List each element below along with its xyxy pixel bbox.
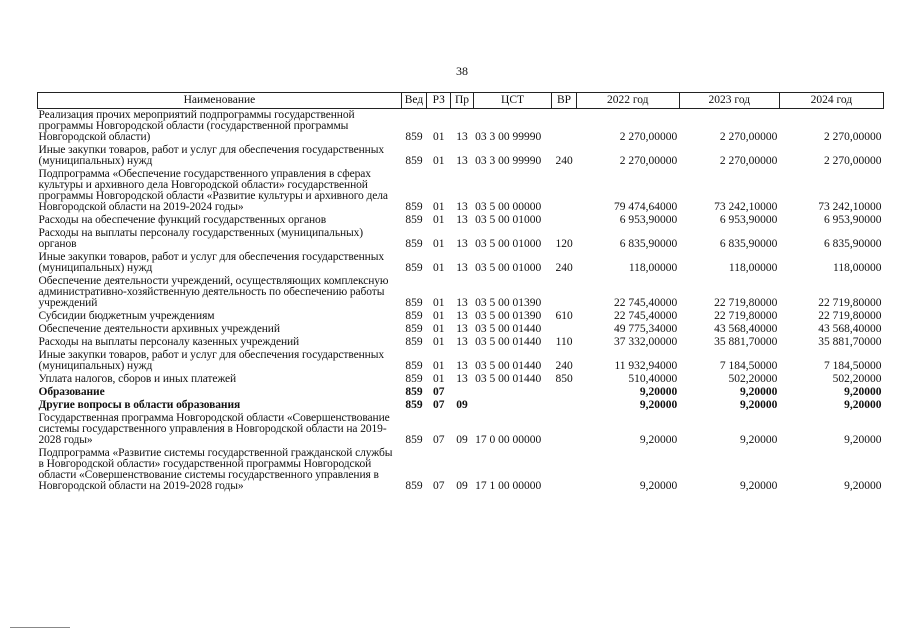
row-amount-2022: 11 932,94000 bbox=[614, 360, 678, 372]
row-cst bbox=[473, 386, 552, 399]
row-cst: 03 5 00 01000 bbox=[475, 262, 542, 274]
row-amount-2022: 49 775,34000 bbox=[614, 323, 678, 335]
row-cst: 17 0 00 00000 bbox=[475, 434, 542, 446]
row-ved: 859 bbox=[405, 238, 423, 250]
footer-divider bbox=[10, 627, 70, 628]
row-vr: 240 bbox=[555, 262, 573, 274]
row-vr bbox=[552, 109, 576, 145]
row-amount-2024: 2 270,00000 bbox=[824, 131, 882, 143]
header-name: Наименование bbox=[38, 93, 402, 109]
row-rz: 01 bbox=[433, 214, 445, 226]
row-name: Расходы на обеспечение функций государственных органов bbox=[38, 214, 327, 226]
row-amount-2024: 2 270,00000 bbox=[824, 155, 882, 167]
table-row bbox=[38, 447, 884, 493]
row-rz: 01 bbox=[433, 323, 445, 335]
row-amount-2023: 22 719,80000 bbox=[714, 297, 778, 309]
row-amount-2023: 22 719,80000 bbox=[714, 310, 778, 322]
budget-table bbox=[37, 92, 884, 493]
row-amount-2023: 2 270,00000 bbox=[719, 155, 778, 167]
row-cst: 03 5 00 01440 bbox=[475, 323, 542, 335]
row-vr bbox=[552, 214, 576, 227]
row-name: Другие вопросы в области образования bbox=[38, 399, 241, 411]
row-cst: 03 5 00 01000 bbox=[475, 238, 542, 250]
row-ved: 859 bbox=[405, 155, 423, 167]
row-amount-2022: 22 745,40000 bbox=[614, 297, 678, 309]
table-row bbox=[38, 214, 884, 227]
row-ved: 859 bbox=[405, 360, 423, 372]
table-header-row bbox=[38, 93, 884, 109]
table-row bbox=[38, 109, 884, 145]
table-row bbox=[38, 168, 884, 214]
header-cst: ЦСТ bbox=[473, 93, 552, 109]
table-body bbox=[38, 109, 884, 494]
row-rz: 01 bbox=[433, 373, 445, 385]
row-vr bbox=[552, 412, 576, 447]
row-amount-2024: 9,20000 bbox=[844, 386, 882, 398]
row-amount-2023: 73 242,10000 bbox=[714, 201, 778, 213]
row-amount-2022: 6 835,90000 bbox=[619, 238, 678, 250]
row-pr: 09 bbox=[456, 434, 468, 446]
row-pr: 13 bbox=[456, 310, 468, 322]
row-amount-2022: 2 270,00000 bbox=[619, 131, 678, 143]
row-amount-2022: 6 953,90000 bbox=[619, 214, 678, 226]
row-amount-2022: 9,20000 bbox=[639, 399, 678, 411]
row-amount-2023: 6 953,90000 bbox=[719, 214, 778, 226]
row-amount-2024: 9,20000 bbox=[844, 480, 882, 492]
row-cst: 03 5 00 01390 bbox=[475, 297, 542, 309]
row-vr bbox=[552, 399, 576, 412]
table-row bbox=[38, 310, 884, 323]
table-row bbox=[38, 412, 884, 447]
row-amount-2022: 9,20000 bbox=[639, 434, 678, 446]
row-cst bbox=[473, 399, 552, 412]
row-amount-2023: 9,20000 bbox=[739, 434, 778, 446]
row-amount-2024: 9,20000 bbox=[844, 434, 882, 446]
row-rz: 01 bbox=[433, 262, 445, 274]
row-name: Расходы на выплаты персоналу казенных учреждений bbox=[38, 336, 300, 348]
row-amount-2022: 9,20000 bbox=[639, 386, 678, 398]
row-vr bbox=[552, 386, 576, 399]
row-vr: 240 bbox=[555, 360, 573, 372]
table-row bbox=[38, 251, 884, 275]
page-number: 38 bbox=[456, 64, 468, 78]
row-amount-2024: 9,20000 bbox=[844, 399, 882, 411]
row-ved: 859 bbox=[405, 373, 423, 385]
row-amount-2024: 43 568,40000 bbox=[818, 323, 882, 335]
row-amount-2024: 6 835,90000 bbox=[824, 238, 882, 250]
row-name: Подпрограмма «Обеспечение государственного управления в сферах культуры и архивного дела Новгородской области» государственной программы Новгородской области «Развитие культуры и архивного дела Новгородской области на 2019-2024 годы» bbox=[38, 168, 388, 213]
row-ved: 859 bbox=[405, 399, 423, 411]
row-name: Образование bbox=[38, 386, 105, 398]
row-pr: 13 bbox=[456, 297, 468, 309]
row-pr: 13 bbox=[456, 336, 468, 348]
row-name: Обеспечение деятельности учреждений, осуществляющих комплексную административно-хозяйственную деятельность по обеспечению работы учреждений bbox=[38, 275, 389, 309]
row-amount-2022: 118,00000 bbox=[628, 262, 678, 274]
row-pr: 13 bbox=[456, 155, 468, 167]
row-pr: 13 bbox=[456, 373, 468, 385]
row-rz: 07 bbox=[433, 480, 445, 492]
row-amount-2023: 502,20000 bbox=[728, 373, 778, 385]
table-row bbox=[38, 373, 884, 386]
row-amount-2022: 2 270,00000 bbox=[619, 155, 678, 167]
row-ved: 859 bbox=[405, 323, 423, 335]
row-amount-2024: 6 953,90000 bbox=[824, 214, 882, 226]
row-amount-2024: 35 881,70000 bbox=[818, 336, 882, 348]
table-row bbox=[38, 323, 884, 336]
row-pr: 13 bbox=[456, 214, 468, 226]
table-row bbox=[38, 275, 884, 310]
row-vr bbox=[552, 323, 576, 336]
header-2022: 2022 год bbox=[576, 93, 679, 109]
row-rz: 01 bbox=[433, 310, 445, 322]
row-cst: 03 3 00 99990 bbox=[475, 155, 542, 167]
row-amount-2022: 79 474,64000 bbox=[614, 201, 678, 213]
row-amount-2023: 7 184,50000 bbox=[719, 360, 778, 372]
row-vr: 610 bbox=[555, 310, 573, 322]
row-amount-2024: 502,20000 bbox=[832, 373, 882, 385]
row-pr: 13 bbox=[456, 262, 468, 274]
row-ved: 859 bbox=[405, 336, 423, 348]
header-ved: Вед bbox=[401, 93, 426, 109]
row-amount-2024: 118,00000 bbox=[833, 262, 882, 274]
row-rz: 07 bbox=[433, 434, 445, 446]
row-ved: 859 bbox=[405, 386, 423, 398]
row-amount-2022: 510,40000 bbox=[628, 373, 678, 385]
row-amount-2024: 73 242,10000 bbox=[818, 201, 882, 213]
row-amount-2024: 22 719,80000 bbox=[818, 310, 882, 322]
row-amount-2022: 37 332,00000 bbox=[614, 336, 678, 348]
row-pr: 13 bbox=[456, 201, 468, 213]
row-amount-2023: 43 568,40000 bbox=[714, 323, 778, 335]
row-amount-2023: 118,00000 bbox=[728, 262, 778, 274]
row-vr: 110 bbox=[555, 336, 573, 348]
row-ved: 859 bbox=[405, 262, 423, 274]
row-ved: 859 bbox=[405, 434, 423, 446]
row-rz: 07 bbox=[433, 386, 445, 398]
header-2023: 2023 год bbox=[679, 93, 779, 109]
table-row bbox=[38, 336, 884, 349]
row-cst: 03 5 00 00000 bbox=[475, 201, 542, 213]
row-rz: 01 bbox=[433, 238, 445, 250]
row-pr: 13 bbox=[456, 131, 468, 143]
row-amount-2023: 9,20000 bbox=[739, 399, 778, 411]
row-amount-2023: 2 270,00000 bbox=[719, 131, 778, 143]
row-rz: 01 bbox=[433, 336, 445, 348]
row-ved: 859 bbox=[405, 310, 423, 322]
row-pr: 13 bbox=[456, 238, 468, 250]
row-rz: 01 bbox=[433, 155, 445, 167]
row-amount-2022: 22 745,40000 bbox=[614, 310, 678, 322]
row-rz: 07 bbox=[433, 399, 445, 411]
row-name: Субсидии бюджетным учреждениям bbox=[38, 310, 215, 322]
table-row bbox=[38, 399, 884, 412]
header-rz: РЗ bbox=[427, 93, 451, 109]
row-name: Расходы на выплаты персоналу государственных (муниципальных) органов bbox=[38, 227, 364, 250]
row-rz: 01 bbox=[433, 131, 445, 143]
row-amount-2024: 7 184,50000 bbox=[824, 360, 882, 372]
row-amount-2023: 6 835,90000 bbox=[719, 238, 778, 250]
table-row bbox=[38, 386, 884, 399]
row-cst: 03 5 00 01390 bbox=[475, 310, 542, 322]
row-vr: 240 bbox=[555, 155, 573, 167]
table-row bbox=[38, 349, 884, 373]
row-amount-2024: 22 719,80000 bbox=[818, 297, 882, 309]
header-pr: Пр bbox=[451, 93, 473, 109]
row-ved: 859 bbox=[405, 480, 423, 492]
row-vr bbox=[552, 275, 576, 310]
row-pr: 09 bbox=[456, 399, 468, 411]
row-cst: 03 3 00 99990 bbox=[475, 131, 542, 143]
row-amount-2022: 9,20000 bbox=[639, 480, 678, 492]
row-name: Подпрограмма «Развитие системы государственной гражданской службы в Новгородской области» государственной программы Новгородской области «Совершенствование системы государственного управления в Новгородской области на 2019-2028 годы» bbox=[38, 447, 393, 492]
row-ved: 859 bbox=[405, 214, 423, 226]
row-cst: 03 5 00 01000 bbox=[475, 214, 542, 226]
row-cst: 03 5 00 01440 bbox=[475, 360, 542, 372]
row-name: Иные закупки товаров, работ и услуг для обеспечения государственных (муниципальных) нужд bbox=[38, 144, 384, 167]
row-ved: 859 bbox=[405, 297, 423, 309]
table-row bbox=[38, 227, 884, 251]
row-cst: 03 5 00 01440 bbox=[475, 373, 542, 385]
row-ved: 859 bbox=[405, 131, 423, 143]
row-name: Иные закупки товаров, работ и услуг для обеспечения государственных (муниципальных) нужд bbox=[38, 349, 384, 372]
row-rz: 01 bbox=[433, 297, 445, 309]
table-row bbox=[38, 144, 884, 168]
row-amount-2023: 9,20000 bbox=[739, 386, 778, 398]
row-name: Иные закупки товаров, работ и услуг для обеспечения государственных (муниципальных) нужд bbox=[38, 251, 384, 274]
row-name: Уплата налогов, сборов и иных платежей bbox=[38, 373, 237, 385]
row-pr: 09 bbox=[456, 480, 468, 492]
row-vr bbox=[552, 168, 576, 214]
row-vr: 120 bbox=[555, 238, 573, 250]
row-pr: 13 bbox=[456, 360, 468, 372]
row-vr: 850 bbox=[555, 373, 573, 385]
header-2024: 2024 год bbox=[779, 93, 883, 109]
row-vr bbox=[552, 447, 576, 493]
row-pr: 13 bbox=[456, 323, 468, 335]
row-pr bbox=[451, 386, 473, 399]
row-name: Обеспечение деятельности архивных учреждений bbox=[38, 323, 280, 335]
row-name: Реализация прочих мероприятий подпрограммы государственной программы Новгородской области (государственной программы Новгородской области) bbox=[38, 109, 355, 143]
row-amount-2023: 9,20000 bbox=[739, 480, 778, 492]
row-amount-2023: 35 881,70000 bbox=[714, 336, 778, 348]
row-cst: 03 5 00 01440 bbox=[475, 336, 542, 348]
row-rz: 01 bbox=[433, 201, 445, 213]
row-rz: 01 bbox=[433, 360, 445, 372]
row-cst: 17 1 00 00000 bbox=[475, 480, 542, 492]
row-ved: 859 bbox=[405, 201, 423, 213]
header-vr: ВР bbox=[552, 93, 576, 109]
row-name: Государственная программа Новгородской области «Совершенствование системы государственного управления в Новгородской области на 2019-2028 годы» bbox=[38, 412, 390, 446]
